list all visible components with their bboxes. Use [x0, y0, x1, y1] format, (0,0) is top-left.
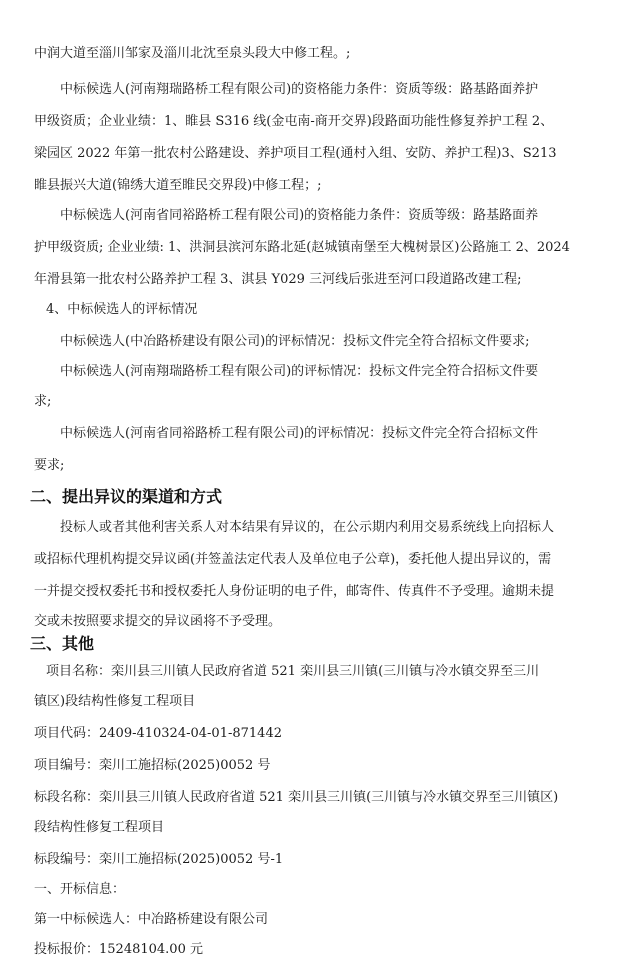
paragraph-line: 投标人或者其他利害关系人对本结果有异议的，在公示期内利用交易系统线上向招标人 [60, 520, 555, 535]
project-code-line: 项目代码：2409-410324-04-01-871442 [34, 726, 282, 741]
section-heading: 二、提出异议的渠道和方式 [30, 487, 223, 506]
project-number-line: 项目编号：栾川工施招标(2025)0052 号 [34, 758, 271, 773]
lot-number-line: 标段编号：栾川工施招标(2025)0052 号-1 [34, 852, 284, 867]
project-name-line: 镇区)段结构性修复工程项目 [34, 694, 196, 709]
paragraph-line: 中标候选人(中冶路桥建设有限公司)的评标情况：投标文件完全符合招标文件要求; [60, 334, 530, 349]
paragraph-line: 中标候选人(河南省同裕路桥工程有限公司)的资格能力条件：资质等级：路基路面养 [60, 208, 539, 223]
paragraph-line: 求; [34, 394, 52, 409]
paragraph-line: 中标候选人(河南翔瑞路桥工程有限公司)的评标情况：投标文件完全符合招标文件要 [60, 364, 539, 379]
section-heading: 三、其他 [30, 634, 95, 653]
paragraph-line: 梁园区 2022 年第一批农村公路建设、养护项目工程(通村入组、安防、养护工程)3、S213 [34, 146, 557, 161]
paragraph-line: 或招标代理机构提交异议函(并签盖法定代表人及单位电子公章)，委托他人提出异议的，需 [34, 552, 552, 567]
paragraph-line: 交或未按照要求提交的异议函将不予受理。 [34, 614, 282, 629]
lot-name-line: 段结构性修复工程项目 [34, 820, 165, 835]
section-subheading: 4、中标候选人的评标情况 [46, 302, 198, 317]
bid-price-line: 投标报价：15248104.00 元 [34, 942, 203, 957]
first-candidate-line: 第一中标候选人：中冶路桥建设有限公司 [34, 912, 269, 927]
paragraph-line: 一并提交授权委托书和授权委托人身份证明的电子件，邮寄件、传真件不予受理。逾期未提 [34, 584, 555, 599]
paragraph-line: 中标候选人(河南翔瑞路桥工程有限公司)的资格能力条件：资质等级：路基路面养护 [60, 82, 539, 97]
paragraph-line: 中标候选人(河南省同裕路桥工程有限公司)的评标情况：投标文件完全符合招标文件 [60, 426, 539, 441]
paragraph-line: 护甲级资质; 企业业绩: 1、洪洞县滨河东路北延(赵城镇南堡至大槐树景区)公路施工 2、2024 [34, 240, 570, 255]
section-subheading: 一、开标信息： [34, 882, 126, 897]
paragraph-line: 甲级资质；企业业绩：1、睢县 S316 线(金屯南-商开交界)段路面功能性修复养护工程 2、 [34, 114, 554, 129]
lot-name-line: 标段名称：栾川县三川镇人民政府省道 521 栾川县三川镇(三川镇与冷水镇交界至三川镇区) [34, 790, 559, 805]
paragraph-line: 睢县振兴大道(锦绣大道至睢民交界段)中修工程；; [34, 178, 322, 193]
paragraph-line: 要求; [34, 458, 65, 473]
paragraph-line: 年滑县第一批农村公路养护工程 3、淇县 Y029 三河线后张进至河口段道路改建工程; [34, 272, 522, 287]
paragraph-line: 中润大道至淄川邹家及淄川北沈至泉头段大中修工程。; [34, 46, 351, 61]
project-name-line: 项目名称：栾川县三川镇人民政府省道 521 栾川县三川镇(三川镇与冷水镇交界至三川 [46, 664, 540, 679]
